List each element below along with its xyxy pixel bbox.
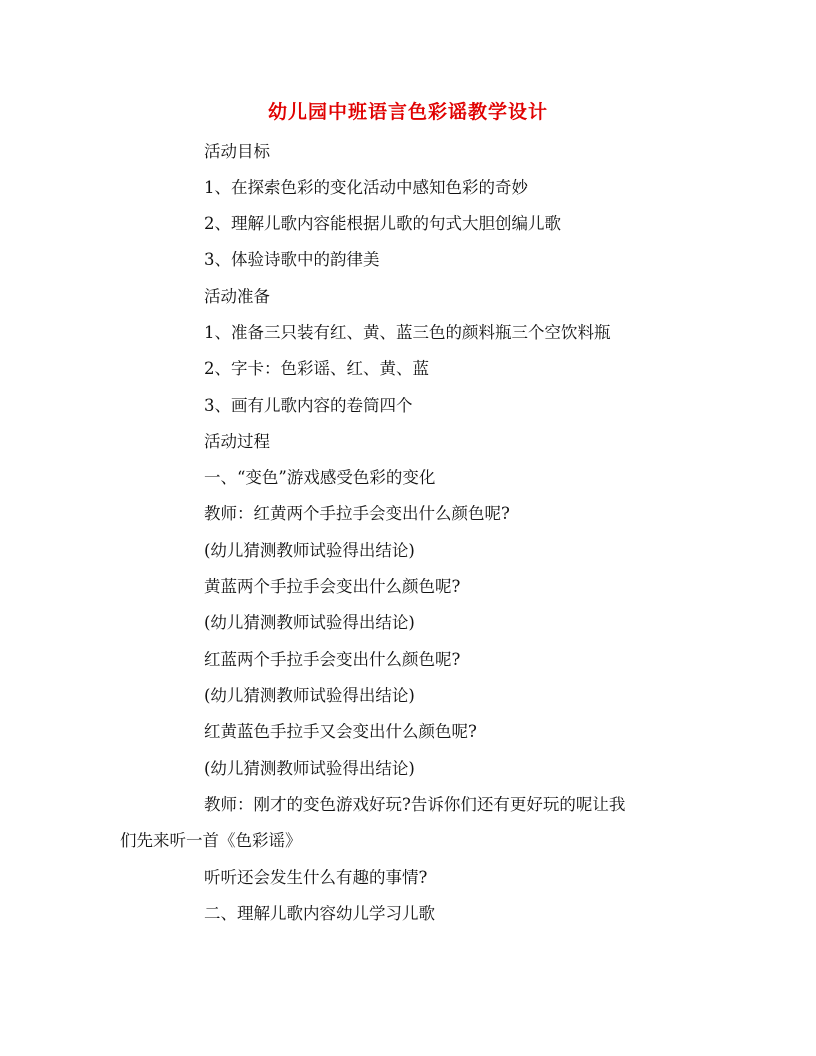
section-heading-goals: 活动目标	[204, 142, 270, 161]
preparation-item-1: 1、准备三只装有红、黄、蓝三色的颜料瓶三个空饮料瓶	[204, 323, 611, 342]
section-heading-process: 活动过程	[204, 432, 270, 451]
document-title: 幼儿园中班语言色彩谣教学设计	[267, 101, 548, 123]
paragraph-line: 教师：红黄两个手拉手会变出什么颜色呢?	[204, 504, 510, 523]
preparation-item-2: 2、字卡：色彩谣、红、黄、蓝	[204, 359, 429, 378]
process-step-2-heading: 二、理解儿歌内容幼儿学习儿歌	[204, 904, 435, 923]
paragraph-line: 红蓝两个手拉手会变出什么颜色呢?	[204, 650, 461, 669]
paragraph-line: 红黄蓝色手拉手又会变出什么颜色呢?	[204, 722, 477, 741]
goal-item-2: 2、理解儿歌内容能根据儿歌的句式大胆创编儿歌	[204, 214, 561, 233]
paragraph-line: 黄蓝两个手拉手会变出什么颜色呢?	[204, 577, 461, 596]
paragraph-line: 听听还会发生什么有趣的事情?	[204, 868, 428, 887]
paragraph-line: 教师：刚才的变色游戏好玩?告诉你们还有更好玩的呢让我	[204, 795, 626, 814]
process-step-1-heading: 一、“变色”游戏感受色彩的变化	[204, 468, 436, 487]
section-heading-preparation: 活动准备	[204, 287, 270, 306]
paragraph-line-continued: 们先来听一首《色彩谣》	[120, 831, 302, 850]
paragraph-line: (幼儿猜测教师试验得出结论)	[204, 541, 415, 560]
paragraph-line: (幼儿猜测教师试验得出结论)	[204, 759, 415, 778]
goal-item-3: 3、体验诗歌中的韵律美	[204, 250, 380, 269]
preparation-item-3: 3、画有儿歌内容的卷筒四个	[204, 396, 413, 415]
paragraph-line: (幼儿猜测教师试验得出结论)	[204, 686, 415, 705]
goal-item-1: 1、在探索色彩的变化活动中感知色彩的奇妙	[204, 178, 528, 197]
paragraph-line: (幼儿猜测教师试验得出结论)	[204, 613, 415, 632]
